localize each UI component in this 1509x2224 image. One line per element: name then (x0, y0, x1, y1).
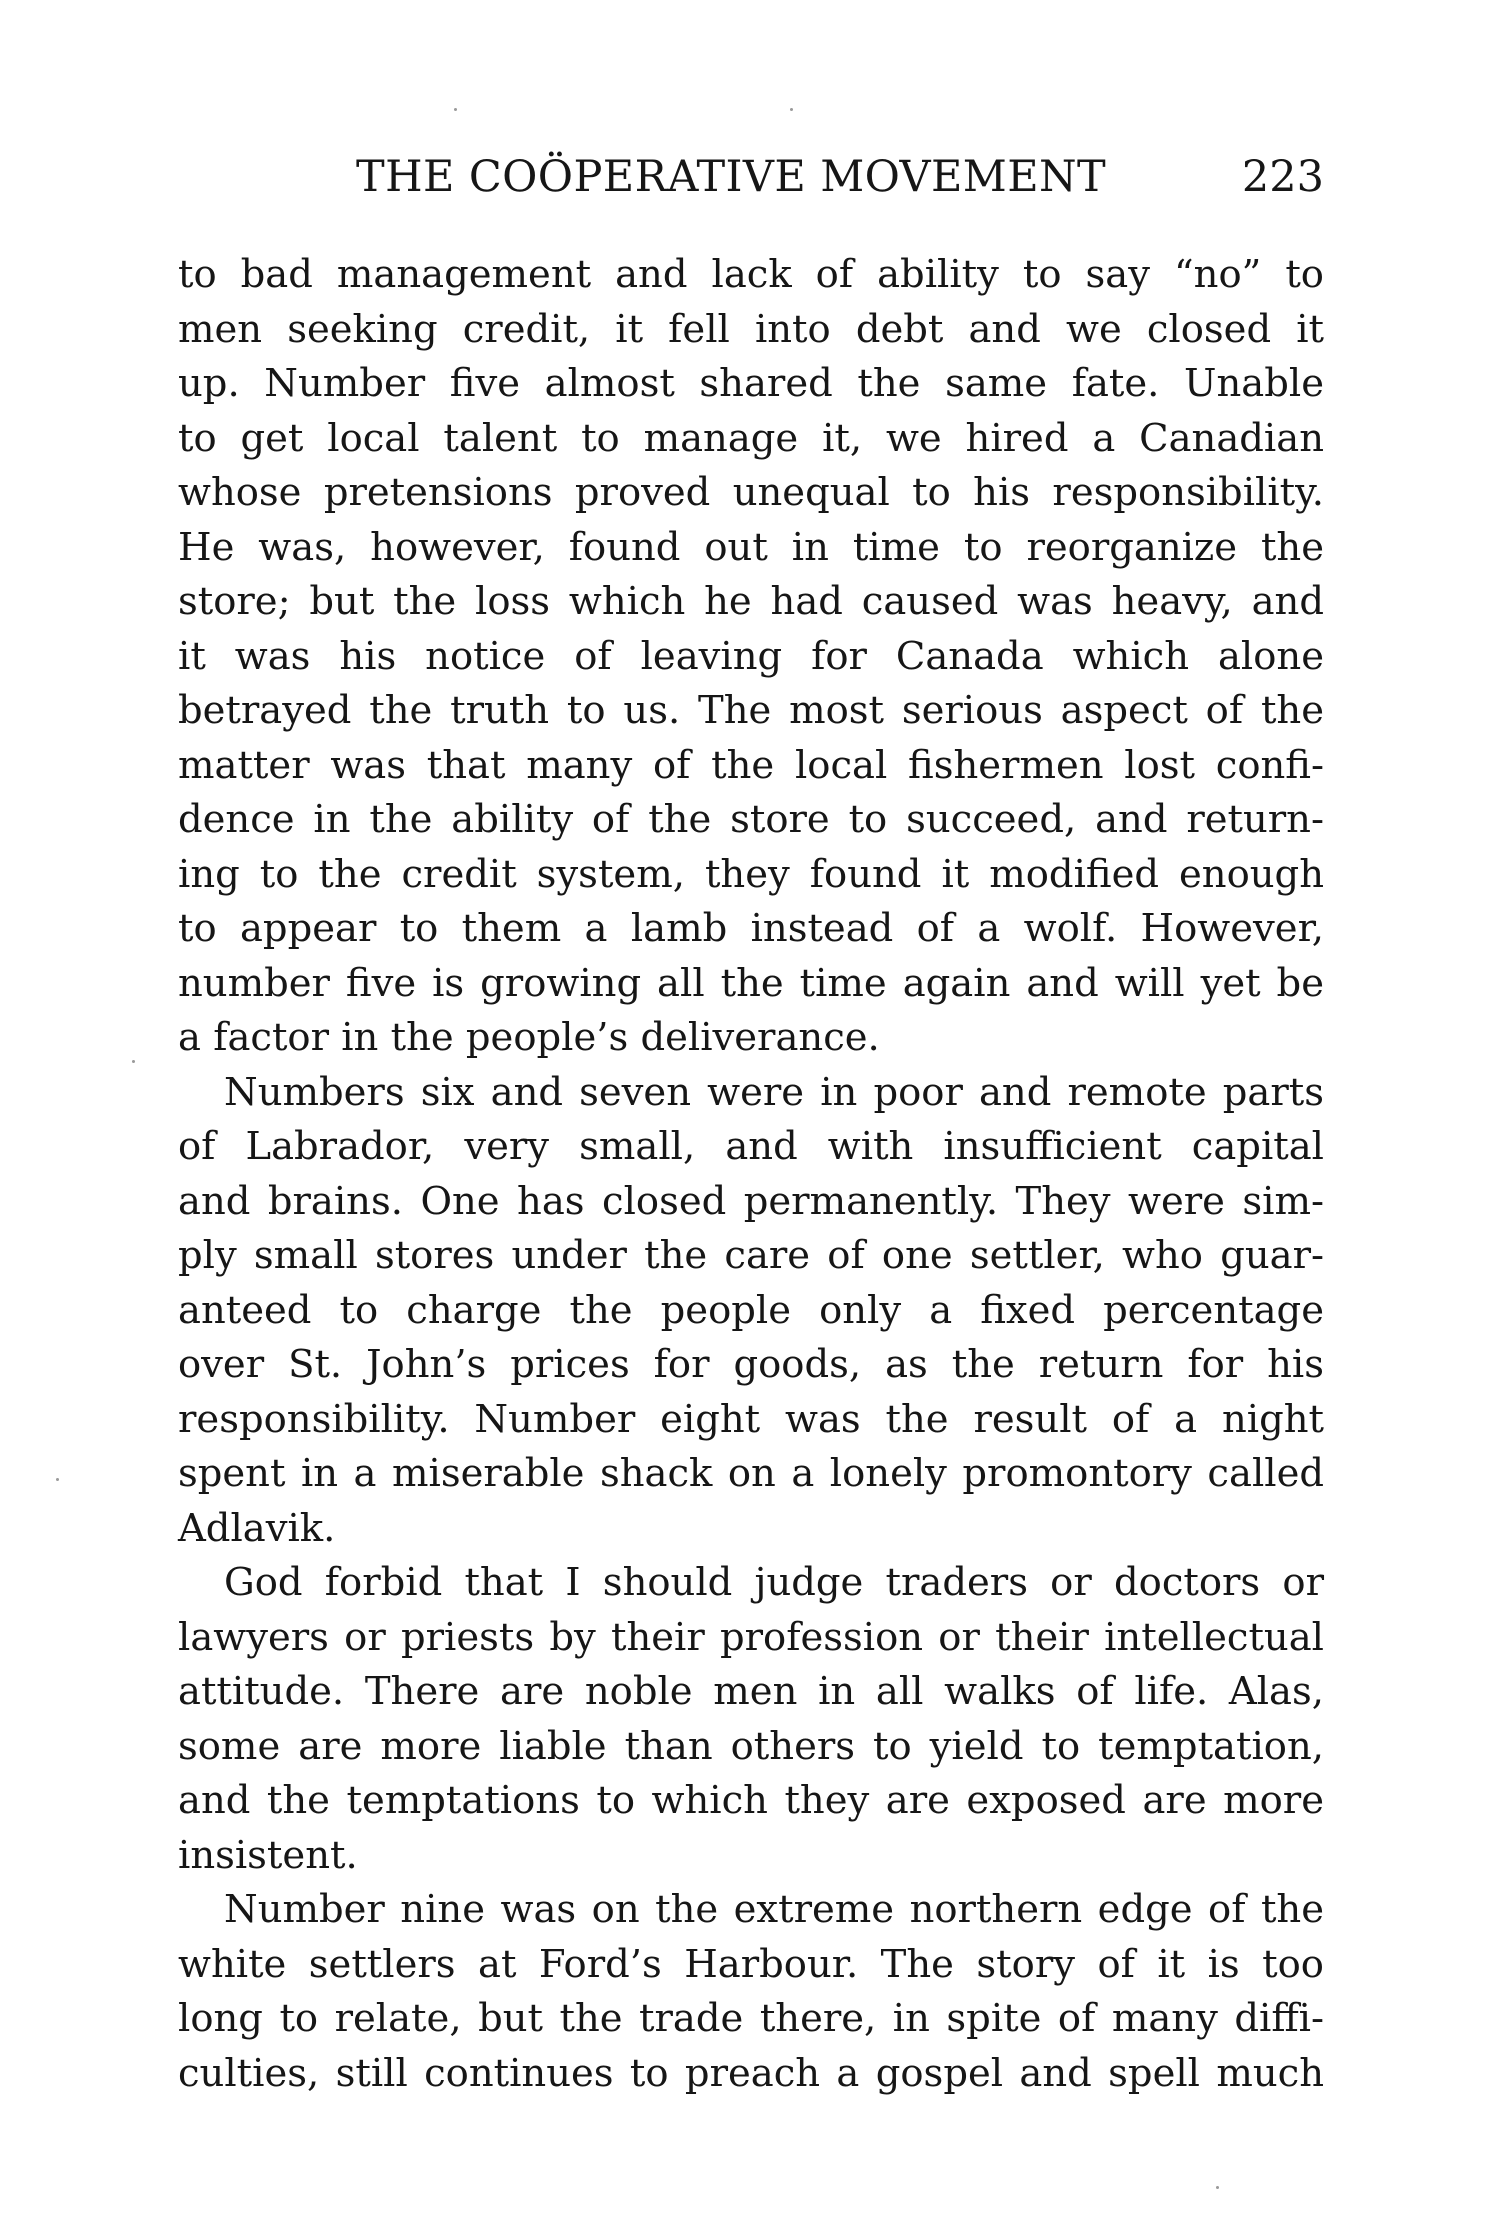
text-line: some are more liable than others to yield to temptation, (178, 1723, 1324, 1769)
paper-speck (790, 108, 793, 111)
body-text (178, 248, 1324, 2101)
text-line: dence in the ability of the store to succeed, and return- (178, 797, 1324, 842)
text-line: whose pretensions proved unequal to his responsibility. (178, 470, 1324, 515)
text-line: and brains. One has closed permanently. They were sim- (178, 1178, 1324, 1224)
text-line: and the temptations to which they are exposed are more (178, 1778, 1324, 1823)
text-line: Adlavik. (178, 1505, 336, 1551)
text-line: of Labrador, very small, and with insufficient capital (178, 1124, 1324, 1169)
text-line: lawyers or priests by their profession or their intellectual (178, 1614, 1324, 1660)
paper-speck (1216, 2186, 1219, 2189)
text-line: to appear to them a lamb instead of a wolf. However, (178, 906, 1324, 951)
running-head (178, 152, 1324, 212)
text-line: betrayed the truth to us. The most serious aspect of the (178, 688, 1324, 733)
text-line: it was his notice of leaving for Canada which alone (178, 633, 1324, 679)
paper-speck (56, 1478, 59, 1481)
text-line: anteed to charge the people only a fixed percentage (178, 1287, 1324, 1333)
text-line: number five is growing all the time again and will yet be (178, 960, 1324, 1006)
text-line: men seeking credit, it fell into debt and we closed it (178, 306, 1324, 352)
text-line: a factor in the people’s deliverance. (178, 1015, 880, 1060)
text-line: store; but the loss which he had caused was heavy, and (178, 579, 1324, 624)
text-line: He was, however, found out in time to reorganize the (178, 524, 1324, 570)
text-line: Numbers six and seven were in poor and remote parts (224, 1069, 1324, 1115)
text-line: insistent. (178, 1832, 358, 1878)
text-line: long to relate, but the trade there, in spite of many diffi- (178, 1996, 1324, 2041)
text-line: to bad management and lack of ability to say “no” to (178, 252, 1324, 297)
text-line: over St. John’s prices for goods, as the return for his (178, 1342, 1324, 1387)
paper-speck (454, 108, 457, 111)
paragraph-3 (178, 1556, 1324, 1883)
text-line: attitude. There are noble men in all walks of life. Alas, (178, 1669, 1324, 1714)
page-number: 223 (1241, 152, 1324, 202)
paragraph-2 (178, 1066, 1324, 1557)
text-line: white settlers at Ford’s Harbour. The story of it is too (178, 1941, 1324, 1987)
text-line: spent in a miserable shack on a lonely promontory called (178, 1451, 1324, 1496)
text-line: responsibility. Number eight was the result of a night (178, 1396, 1324, 1442)
running-title: THE COÖPERATIVE MOVEMENT (356, 152, 1107, 202)
paragraph-4 (178, 1883, 1324, 2101)
paragraph-1 (178, 248, 1324, 1066)
text-line: Number nine was on the extreme northern edge of the (224, 1887, 1324, 1932)
text-line: God forbid that I should judge traders or doctors or (224, 1560, 1324, 1605)
paper-speck (132, 1060, 135, 1063)
text-line: up. Number five almost shared the same fate. Unable (178, 361, 1324, 406)
text-line: culties, still continues to preach a gospel and spell much (178, 2050, 1324, 2096)
text-line: ing to the credit system, they found it modified enough (178, 851, 1324, 897)
text-line: matter was that many of the local fishermen lost confi- (178, 742, 1324, 788)
text-line: to get local talent to manage it, we hired a Canadian (178, 415, 1324, 461)
text-line: ply small stores under the care of one settler, who guar- (178, 1233, 1324, 1278)
